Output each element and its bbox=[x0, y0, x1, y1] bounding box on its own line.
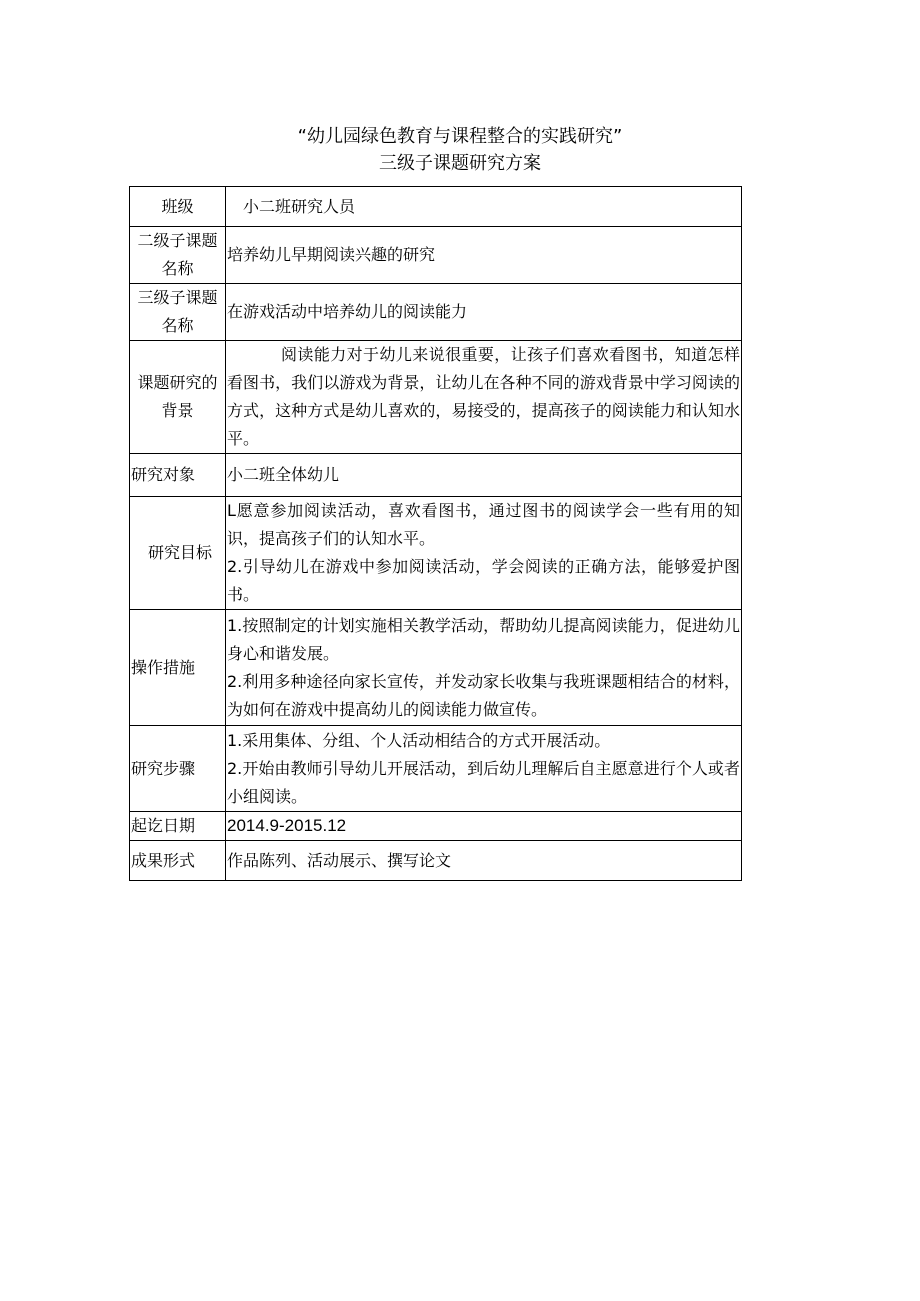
topic3-label: 三级子课题名称 bbox=[130, 284, 226, 341]
background-value bbox=[226, 341, 742, 454]
research-plan-table bbox=[129, 186, 742, 881]
row-class bbox=[130, 187, 742, 227]
background-text: 阅读能力对于幼儿来说很重要，让孩子们喜欢看图书，知道怎样看图书，我们以游戏为背景，让幼儿在各种不同的游戏背景中学习阅读的方式，这种方式是幼儿喜欢的，易接受的，提高孩子的阅读能力和认知水平。 bbox=[227, 345, 740, 448]
steps-value bbox=[226, 726, 742, 812]
measure-item: 2.利用多种途径向家长宣传，并发动家长收集与我班课题相结合的材料，为如何在游戏中提高幼儿的阅读能力做宣传。 bbox=[227, 671, 740, 719]
dates-value: 2014.9-2015.12 bbox=[226, 812, 742, 841]
row-results bbox=[130, 841, 742, 881]
steps-label: 研究步骤 bbox=[130, 726, 226, 812]
goals-label: 研究目标 bbox=[130, 497, 226, 610]
document-subtitle: 三级子课题研究方案 bbox=[379, 153, 541, 174]
row-measures bbox=[130, 610, 742, 726]
goal-item: L愿意参加阅读活动，喜欢看图书，通过图书的阅读学会一些有用的知识，提高孩子们的认知水平。 bbox=[227, 501, 740, 548]
topic3-value: 在游戏活动中培养幼儿的阅读能力 bbox=[226, 284, 742, 341]
row-topic2 bbox=[130, 227, 742, 284]
step-item: 1.采用集体、分组、个人活动相结合的方式开展活动。 bbox=[227, 730, 611, 750]
row-topic3 bbox=[130, 284, 742, 341]
subjects-value: 小二班全体幼儿 bbox=[226, 454, 742, 497]
dates-label: 起讫日期 bbox=[130, 812, 226, 841]
background-label: 课题研究的背景 bbox=[130, 341, 226, 454]
step-item: 2.开始由教师引导幼儿开展活动，到后幼儿理解后自主愿意进行个人或者小组阅读。 bbox=[227, 758, 740, 806]
subjects-label: 研究对象 bbox=[130, 454, 226, 497]
results-label: 成果形式 bbox=[130, 841, 226, 881]
row-subjects bbox=[130, 454, 742, 497]
measures-label: 操作措施 bbox=[130, 610, 226, 726]
class-value-text: 小二班研究人员 bbox=[243, 196, 356, 216]
row-steps bbox=[130, 726, 742, 812]
topic2-value: 培养幼儿早期阅读兴趣的研究 bbox=[226, 227, 742, 284]
topic2-label: 二级子课题名称 bbox=[130, 227, 226, 284]
class-label: 班级 bbox=[130, 187, 226, 227]
class-value bbox=[226, 187, 742, 227]
measure-item: 1.按照制定的计划实施相关教学活动，帮助幼儿提高阅读能力，促进幼儿身心和谐发展。 bbox=[227, 615, 740, 663]
document-title: “幼儿园绿色教育与课程整合的实践研究” bbox=[297, 126, 623, 147]
measures-value bbox=[226, 610, 742, 726]
row-dates bbox=[130, 812, 742, 841]
results-value: 作品陈列、活动展示、撰写论文 bbox=[226, 841, 742, 881]
goals-value bbox=[226, 497, 742, 610]
row-background bbox=[130, 341, 742, 454]
row-goals bbox=[130, 497, 742, 610]
goal-item: 2.引导幼儿在游戏中参加阅读活动，学会阅读的正确方法，能够爱护图书。 bbox=[227, 557, 740, 604]
